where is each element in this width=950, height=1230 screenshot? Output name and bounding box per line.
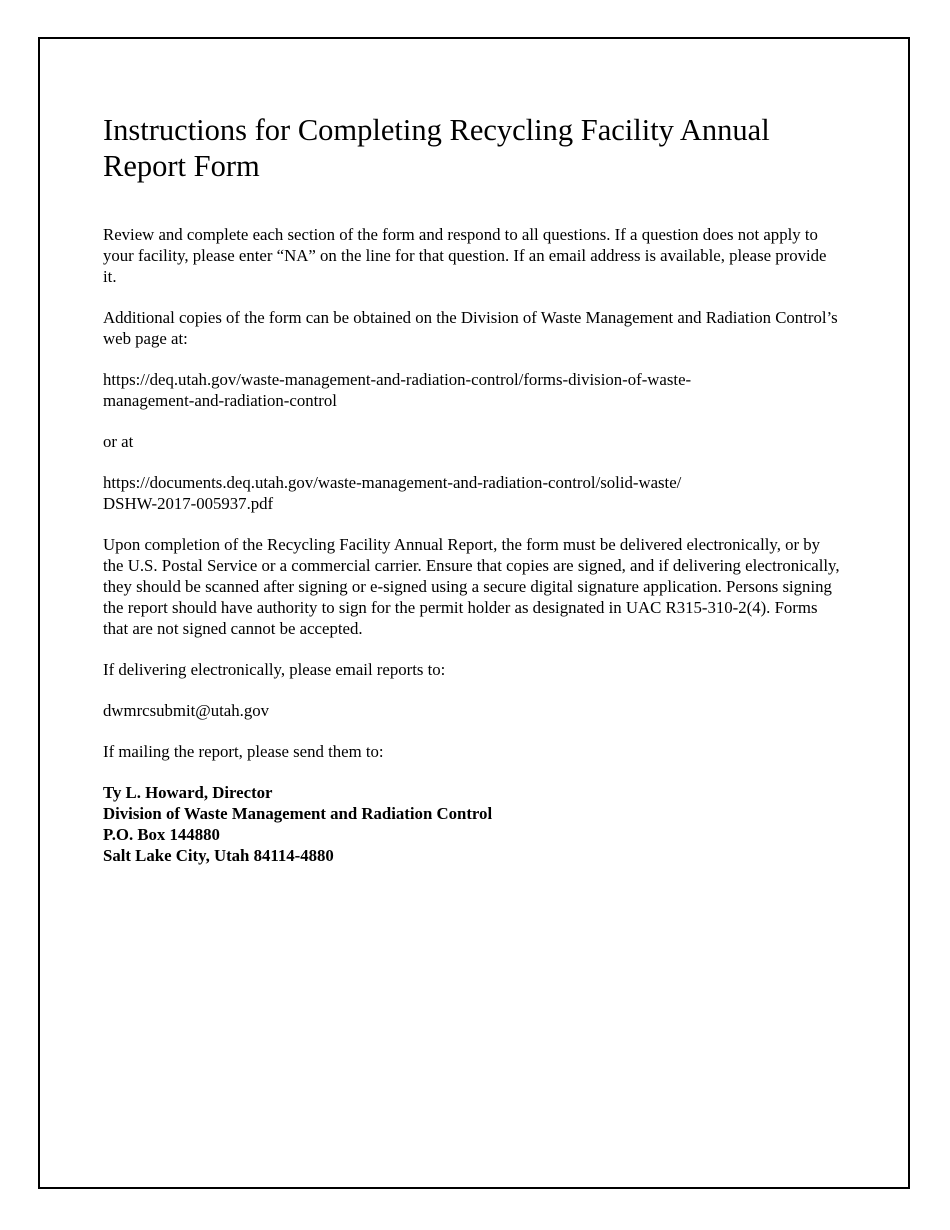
email-intro: If delivering electronically, please email reports to: [103,660,446,679]
address-line-division: Division of Waste Management and Radiation Control [103,804,493,823]
email-address[interactable]: dwmrcsubmit@utah.gov [103,701,270,720]
pdf-url[interactable] [103,472,843,514]
pdf-url-line-2[interactable]: DSHW-2017-005937.pdf [103,494,274,513]
address-line-po-box: P.O. Box 144880 [103,825,220,844]
address-line-city: Salt Lake City, Utah 84114-4880 [103,846,334,865]
or-at-text: or at [103,432,134,451]
address-line-name: Ty L. Howard, Director [103,783,273,802]
pdf-url-line-1[interactable]: https://documents.deq.utah.gov/waste-management-and-radiation-control/solid-waste/ [103,473,682,492]
forms-url-line-1[interactable]: https://deq.utah.gov/waste-management-and-radiation-control/forms-division-of-waste- [103,370,692,389]
completion-paragraph: Upon completion of the Recycling Facility Annual Report, the form must be delivered electronically, or by the U.S. Postal Service or a commercial carrier. Ensure that copies are signed, and if delivering electronically, they should be scanned after signing or e-signed using a secure digital signature application. Persons signing the report should have authority to sign for the permit holder as designated in UAC R315-310-2(4). Forms that are not signed cannot be accepted. [103,535,840,638]
copies-paragraph: Additional copies of the form can be obtained on the Division of Waste Management and Radiation Control’s web page at: [103,308,838,348]
forms-url-line-2[interactable]: management-and-radiation-control [103,391,337,410]
document-body [103,112,843,866]
forms-url[interactable] [103,369,843,411]
mailing-address [103,782,843,866]
mail-intro: If mailing the report, please send them to: [103,742,384,761]
page-title: Instructions for Completing Recycling Facility Annual Report Form [103,113,770,183]
intro-paragraph: Review and complete each section of the form and respond to all questions. If a question does not apply to your facility, please enter “NA” on the line for that question. If an email address is available, please provide it. [103,225,827,286]
